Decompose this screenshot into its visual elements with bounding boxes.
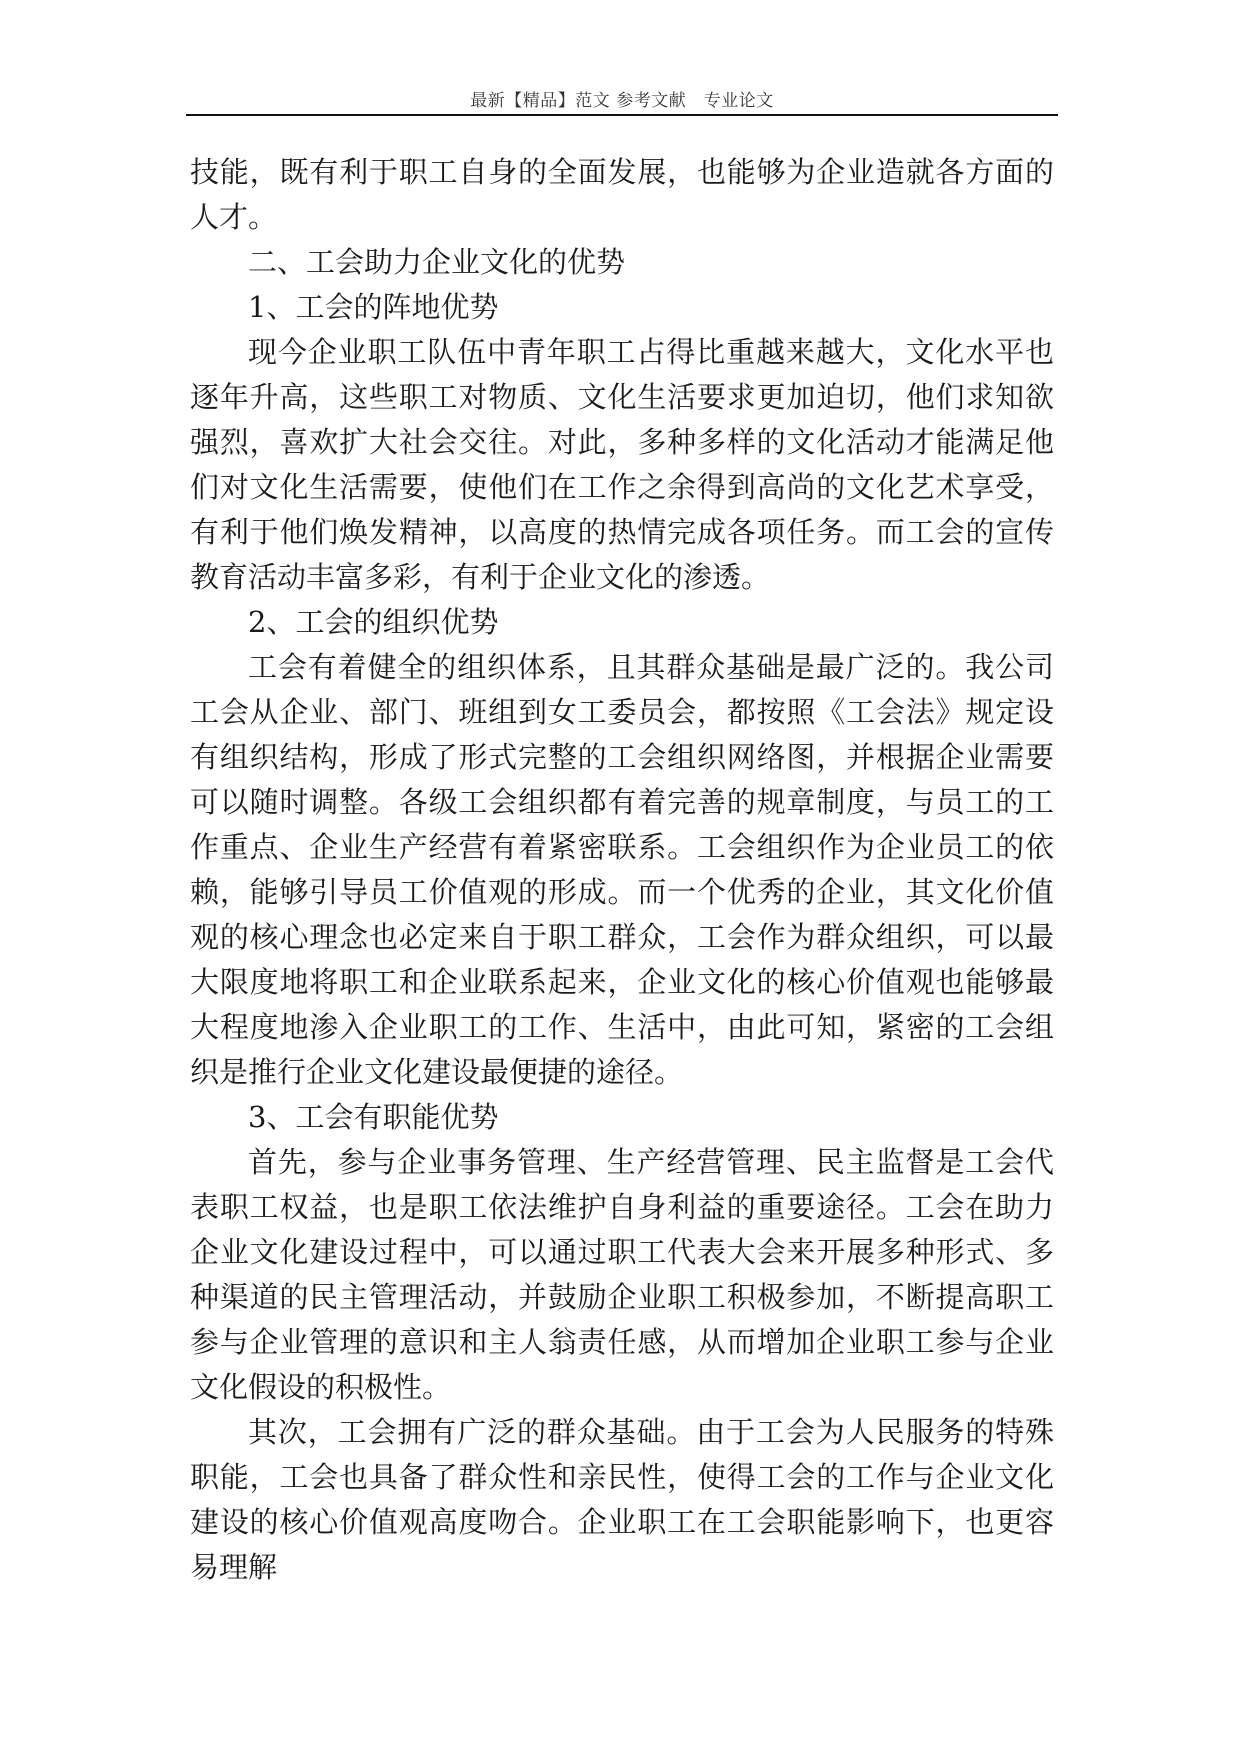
subheading-organization-advantage: 2、工会的组织优势 (248, 605, 499, 639)
paragraph-position-advantage: 现今企业职工队伍中青年职工占得比重越来越大，文化水平也逐年升高，这些职工对物质、文化生活要求更加迫切，他们求知欲强烈，喜欢扩大社会交往。对此，多种多样的文化活动才能满足他们对文化生活需要，使他们在工作之余得到高尚的文化艺术享受，有利于他们焕发精神，以高度的热情完成各项任务。而工会的宣传教育活动丰富多彩，有利于企业文化的渗透。 (190, 335, 1054, 594)
page-header: 最新【精品】范文 参考文献 专业论文 (470, 91, 774, 111)
document-body (190, 150, 1054, 1590)
subheading-function-advantage: 3、工会有职能优势 (248, 1100, 499, 1134)
section-heading-advantages: 二、工会助力企业文化的优势 (248, 245, 626, 279)
paragraph-organization-advantage: 工会有着健全的组织体系，且其群众基础是最广泛的。我公司工会从企业、部门、班组到女工委员会，都按照《工会法》规定设有组织结构，形成了形式完整的工会组织网络图，并根据企业需要可以随时调整。各级工会组织都有着完善的规章制度，与员工的工作重点、企业生产经营有着紧密联系。工会组织作为企业员工的依赖，能够引导员工价值观的形成。而一个优秀的企业，其文化价值观的核心理念也必定来自于职工群众，工会作为群众组织，可以最大限度地将职工和企业联系起来，企业文化的核心价值观也能够最大程度地渗入企业职工的工作、生活中，由此可知，紧密的工会组织是推行企业文化建设最便捷的途径。 (190, 650, 1054, 1089)
paragraph-function-first: 首先，参与企业事务管理、生产经营管理、民主监督是工会代表职工权益，也是职工依法维护自身利益的重要途径。工会在助力企业文化建设过程中，可以通过职工代表大会来开展多种形式、多种渠道的民主管理活动，并鼓励企业职工积极参加，不断提高职工参与企业管理的意识和主人翁责任感，从而增加企业职工参与企业文化假设的积极性。 (190, 1145, 1054, 1404)
header-rule (186, 114, 1058, 116)
paragraph-function-second: 其次，工会拥有广泛的群众基础。由于工会为人民服务的特殊职能，工会也具备了群众性和亲民性，使得工会的工作与企业文化建设的核心价值观高度吻合。企业职工在工会职能影响下，也更容易理解 (190, 1415, 1054, 1584)
paragraph-continuation: 技能，既有利于职工自身的全面发展，也能够为企业造就各方面的人才。 (190, 155, 1054, 234)
subheading-position-advantage: 1、工会的阵地优势 (248, 290, 499, 324)
